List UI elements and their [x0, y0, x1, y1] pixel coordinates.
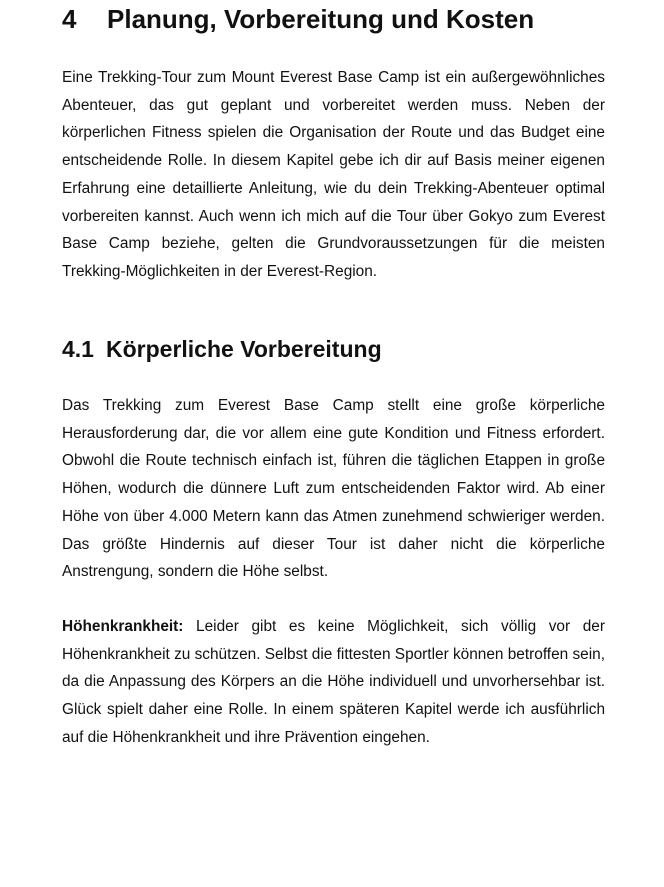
section-number: 4.1 [62, 336, 94, 362]
section-title: Körperliche Vorbereitung [106, 336, 382, 362]
section-paragraph: Das Trekking zum Everest Base Camp stellt eine große körperliche Herausforderung dar, die vor allem eine gute Kondition und Fitness erfordert. Obwohl die Route technisch einfach ist, führen die täglichen Etappen in große Höhen, wodurch die dünnere Luft zum entscheidenden Faktor wird. Ab einer Höhe von über 4.000 Metern kann das Atmen zunehmend schwieriger werden. Das größte Hindernis auf dieser Tour ist daher nicht die körperliche Anstrengung, sondern die Höhe selbst. [62, 397, 605, 581]
altitude-sickness-text: Leider gibt es keine Möglichkeit, sich völlig vor der Höhenkrankheit zu schützen. Selbst die fittesten Sportler können betroffen sein, da die Anpassung des Körpers an die Höhe individuell und unvorhersehbar ist. Glück spielt daher eine Rolle. In einem späteren Kapitel werde ich ausführlich auf die Höhenkrankheit und ihre Prävention eingehen. [62, 618, 605, 746]
altitude-sickness-paragraph [62, 613, 605, 752]
altitude-sickness-lead: Höhenkrankheit: [62, 618, 184, 635]
chapter-intro-paragraph: Eine Trekking-Tour zum Mount Everest Base Camp ist ein außergewöhnliches Abenteuer, das gut geplant und vorbereitet werden muss. Neben der körperlichen Fitness spielen die Organisation der Route und das Budget eine entscheidende Rolle. In diesem Kapitel gebe ich dir auf Basis meiner eigenen Erfahrung eine detaillierte Anleitung, wie du dein Trekking-Abenteuer optimal vorbereiten kannst. Auch wenn ich mich auf die Tour über Gokyo zum Everest Base Camp beziehe, gelten die Grundvoraussetzungen für die meisten Trekking-Möglichkeiten in der Everest-Region. [62, 69, 605, 280]
chapter-heading [62, 2, 534, 36]
chapter-number: 4 [62, 4, 77, 34]
chapter-title: Planung, Vorbereitung und Kosten [107, 4, 535, 34]
section-heading [62, 334, 382, 364]
